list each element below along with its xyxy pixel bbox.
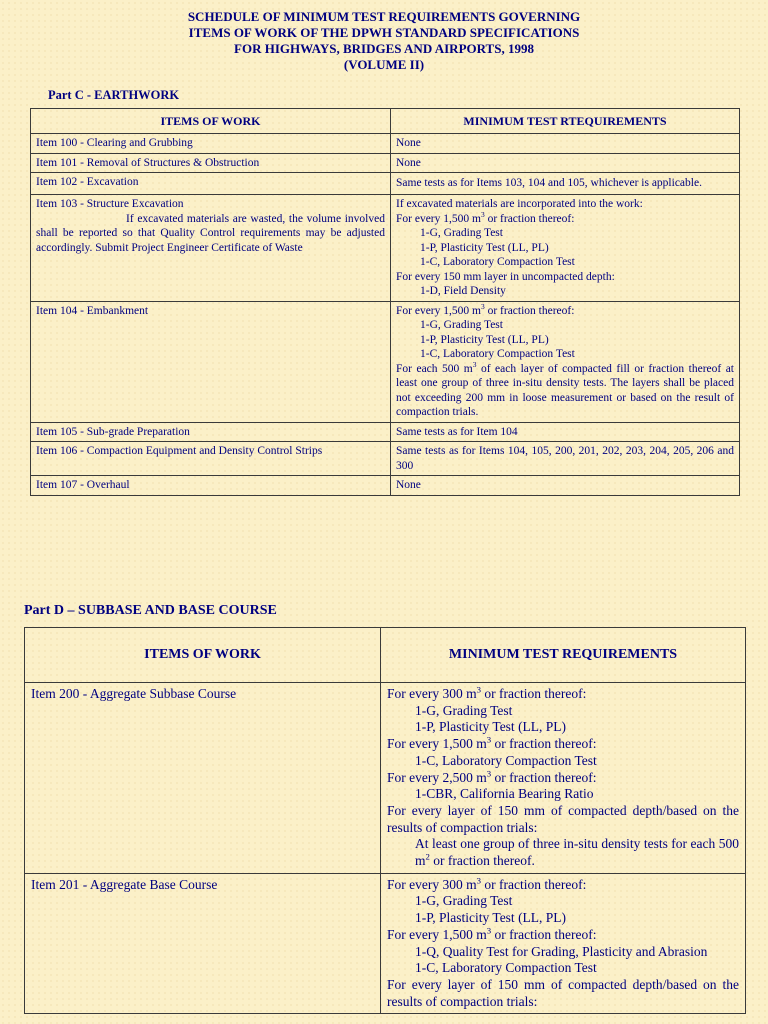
title-line-2: ITEMS OF WORK OF THE DPWH STANDARD SPECIFICATIONS bbox=[188, 25, 580, 40]
item-cell: Item 200 - Aggregate Subbase Course bbox=[25, 683, 381, 874]
superscript: 3 bbox=[486, 768, 492, 779]
item-cell: Item 107 - Overhaul bbox=[31, 476, 391, 496]
requirement-cell bbox=[381, 683, 746, 874]
requirement-line bbox=[387, 927, 739, 944]
requirement-line: 1-G, Grading Test bbox=[415, 702, 513, 718]
item-cell bbox=[31, 195, 391, 302]
item-cell: Item 102 - Excavation bbox=[31, 173, 391, 195]
table-row bbox=[31, 173, 740, 195]
part-c-heading: Part C - EARTHWORK bbox=[48, 88, 180, 102]
table-row bbox=[31, 476, 740, 496]
requirement-line: For every 150 mm layer in uncompacted depth: bbox=[396, 270, 615, 283]
item-cell: Item 106 - Compaction Equipment and Density Control Strips bbox=[31, 442, 391, 476]
table-header-row bbox=[25, 628, 746, 683]
table-header-row bbox=[31, 109, 740, 134]
requirement-text: or fraction thereof: bbox=[484, 212, 575, 225]
title-line-3: FOR HIGHWAYS, BRIDGES AND AIRPORTS, 1998 bbox=[234, 41, 534, 56]
requirement-line: 1-G, Grading Test bbox=[415, 893, 513, 909]
requirement-line bbox=[387, 770, 739, 787]
item-label: Item 103 - Structure Excavation bbox=[36, 198, 184, 210]
table-row bbox=[31, 153, 740, 173]
requirement-cell bbox=[391, 195, 740, 302]
requirement-line: 1-C, Laboratory Compaction Test bbox=[415, 752, 597, 768]
table-row bbox=[31, 134, 740, 154]
table-row bbox=[25, 683, 746, 874]
requirement-line bbox=[396, 359, 734, 420]
document-title bbox=[0, 9, 768, 73]
item-cell: Item 104 - Embankment bbox=[31, 301, 391, 422]
requirement-text: or fraction thereof: bbox=[491, 769, 597, 785]
requirement-line: 1-P, Plasticity Test (LL, PL) bbox=[420, 241, 549, 254]
table-row bbox=[31, 422, 740, 442]
column-header-items: ITEMS OF WORK bbox=[31, 109, 391, 134]
column-header-requirements: MINIMUM TEST REQUIREMENTS bbox=[381, 628, 746, 683]
requirement-text: or fraction thereof: bbox=[481, 876, 587, 892]
requirement-line: 1-P, Plasticity Test (LL, PL) bbox=[415, 910, 567, 926]
requirement-line: 1-C, Laboratory Compaction Test bbox=[415, 960, 597, 976]
requirement-text: or fraction thereof: bbox=[491, 926, 597, 942]
requirement-line: 1-P, Plasticity Test (LL, PL) bbox=[415, 719, 567, 735]
superscript: 3 bbox=[486, 734, 492, 745]
item-cell: Item 105 - Sub-grade Preparation bbox=[31, 422, 391, 442]
requirement-text: For every 1,500 m bbox=[396, 304, 481, 317]
requirement-cell: None bbox=[391, 153, 740, 173]
requirement-line bbox=[387, 877, 739, 894]
requirement-line bbox=[396, 301, 734, 319]
table-row bbox=[31, 301, 740, 422]
requirement-text: At least one group of three in-situ density tests for each 500 m bbox=[415, 836, 739, 869]
requirement-text: or fraction thereof: bbox=[484, 304, 575, 317]
requirement-line: 1-G, Grading Test bbox=[420, 319, 503, 331]
requirement-cell: Same tests as for Items 103, 104 and 105, whichever is applicable. bbox=[391, 173, 740, 195]
column-header-requirements: MINIMUM TEST RTEQUIREMENTS bbox=[391, 109, 740, 134]
requirement-line: 1-Q, Quality Test for Grading, Plasticity and Abrasion bbox=[415, 943, 708, 959]
item-cell: Item 201 - Aggregate Base Course bbox=[25, 873, 381, 1014]
table-row bbox=[31, 442, 740, 476]
requirement-line: 1-G, Grading Test bbox=[420, 227, 503, 239]
subbase-table bbox=[24, 627, 746, 1014]
requirement-text: of each layer of compacted fill or fraction thereof at least one group of three in-situ density tests. The layers shall be placed not exceeding 200 mm in loose measurement or based on the result of compaction trials. bbox=[396, 362, 734, 418]
item-note: If excavated materials are wasted, the volume involved shall be reported so that Quality Control requirements may be adjusted accordingly. Submit Project Engineer Certificate of Waste bbox=[36, 212, 385, 254]
requirement-line: 1-CBR, California Bearing Ratio bbox=[415, 786, 594, 802]
superscript: 2 bbox=[425, 851, 430, 862]
superscript: 3 bbox=[476, 875, 481, 886]
requirement-text: For every 1,500 m bbox=[387, 736, 487, 752]
superscript: 3 bbox=[480, 209, 485, 219]
requirement-line bbox=[387, 736, 739, 753]
requirement-line: For every layer of 150 mm of compacted depth/based on the results of compaction trials: bbox=[387, 976, 739, 1009]
superscript: 3 bbox=[486, 925, 492, 936]
item-cell: Item 101 - Removal of Structures & Obstruction bbox=[31, 153, 391, 173]
requirement-line: 1-C, Laboratory Compaction Test bbox=[420, 256, 575, 268]
requirement-line: If excavated materials are incorporated into the work: bbox=[396, 198, 643, 210]
requirement-line bbox=[387, 686, 739, 703]
requirement-cell bbox=[391, 301, 740, 422]
part-d-heading: Part D – SUBBASE AND BASE COURSE bbox=[24, 603, 277, 618]
requirement-cell: None bbox=[391, 134, 740, 154]
item-cell: Item 100 - Clearing and Grubbing bbox=[31, 134, 391, 154]
title-line-1: SCHEDULE OF MINIMUM TEST REQUIREMENTS GOVERNING bbox=[187, 9, 581, 24]
requirement-text: For every 1,500 m bbox=[396, 212, 481, 225]
requirement-cell bbox=[381, 873, 746, 1014]
requirement-line bbox=[387, 836, 739, 869]
requirement-line bbox=[396, 209, 734, 227]
requirement-line: For every layer of 150 mm of compacted depth/based on the results of compaction trials: bbox=[387, 802, 739, 835]
requirement-text: For each 500 m bbox=[396, 362, 473, 375]
requirement-cell: Same tests as for Item 104 bbox=[391, 422, 740, 442]
requirement-text: For every 1,500 m bbox=[387, 926, 487, 942]
requirement-text: or fraction thereof: bbox=[491, 736, 597, 752]
requirement-cell: None bbox=[391, 476, 740, 496]
requirement-text: For every 2,500 m bbox=[387, 769, 487, 785]
requirement-line: 1-C, Laboratory Compaction Test bbox=[420, 348, 575, 360]
requirement-text: or fraction thereof: bbox=[481, 686, 587, 701]
requirement-text: or fraction thereof. bbox=[429, 853, 535, 869]
requirement-text: For every 300 m bbox=[387, 686, 477, 701]
superscript: 3 bbox=[476, 684, 481, 695]
superscript: 3 bbox=[480, 301, 485, 311]
table-row bbox=[25, 873, 746, 1014]
requirement-text: For every 300 m bbox=[387, 876, 477, 892]
requirement-line: 1-D, Field Density bbox=[420, 285, 506, 297]
requirement-cell: Same tests as for Items 104, 105, 200, 201, 202, 203, 204, 205, 206 and 300 bbox=[391, 442, 740, 476]
column-header-items: ITEMS OF WORK bbox=[25, 628, 381, 683]
earthwork-table bbox=[30, 108, 740, 496]
superscript: 3 bbox=[472, 359, 477, 369]
table-row bbox=[31, 195, 740, 302]
title-line-4: (VOLUME II) bbox=[343, 57, 425, 72]
requirement-line: 1-P, Plasticity Test (LL, PL) bbox=[420, 333, 549, 346]
